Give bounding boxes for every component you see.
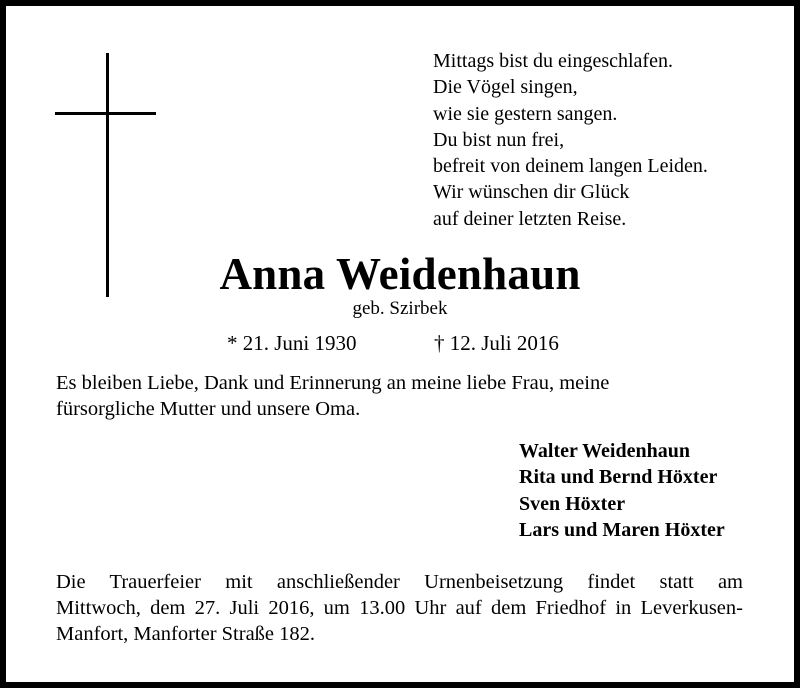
death-date: † 12. Juli 2016 — [434, 331, 559, 355]
poem-line: Du bist nun frei, — [433, 128, 565, 151]
deceased-name: Anna Weidenhaun — [219, 249, 581, 299]
poem-line: Mittags bist du eingeschlafen. — [433, 50, 673, 72]
maiden-name: geb. Szirbek — [352, 298, 448, 319]
funeral-line: Die Trauerfeier mit anschließender Urnenbeisetzung findet statt am — [56, 571, 743, 593]
funeral-line: Mittwoch, dem 27. Juli 2016, um 13.00 Uhr auf dem Friedhof in Leverkusen- — [56, 597, 743, 619]
poem-line: auf deiner letzten Reise. — [433, 207, 627, 230]
signatory: Rita und Bernd Höxter — [519, 466, 718, 489]
signatory: Sven Höxter — [519, 492, 626, 515]
poem — [433, 48, 783, 232]
cross-horizontal-bar — [55, 112, 156, 115]
signatory: Lars und Maren Höxter — [519, 518, 725, 541]
signatory: Walter Weidenhaun — [519, 440, 690, 462]
farewell-message — [56, 370, 756, 422]
signatories — [519, 438, 789, 543]
poem-line: Die Vögel singen, — [433, 76, 578, 99]
funeral-notice — [56, 569, 743, 647]
funeral-line: Manfort, Manforter Straße 182. — [56, 623, 316, 645]
message-line: fürsorgliche Mutter und unsere Oma. — [56, 398, 361, 420]
birth-date: * 21. Juni 1930 — [227, 331, 357, 355]
message-line: Es bleiben Liebe, Dank und Erinnerung an meine liebe Frau, meine — [56, 372, 610, 394]
poem-line: befreit von deinem langen Leiden. — [433, 155, 708, 178]
poem-line: wie sie gestern sangen. — [433, 102, 618, 125]
obituary-card — [6, 6, 794, 682]
poem-line: Wir wünschen dir Glück — [433, 181, 630, 204]
